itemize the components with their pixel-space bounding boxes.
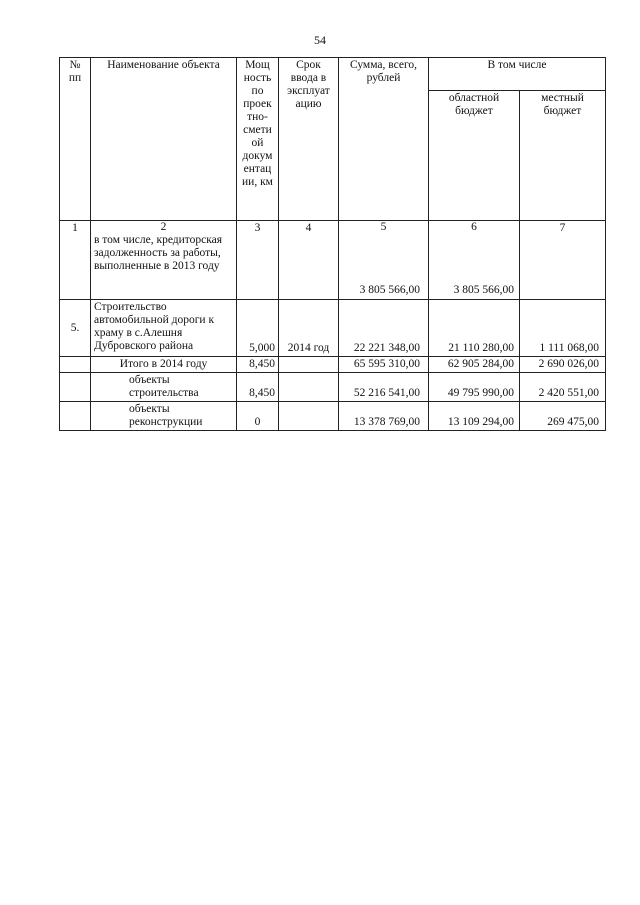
reconstruction-name: объекты реконструкции [91, 402, 237, 431]
row-5-local: 1 111 068,00 [520, 300, 606, 357]
row-5-no: 5. [60, 300, 91, 357]
header-sum: Сумма, всего, рублей [339, 58, 429, 221]
reconstruction-regional: 13 109 294,00 [429, 402, 520, 431]
col-number-2: 2 [160, 221, 167, 233]
col-number-7: 7 [520, 221, 606, 300]
row-debt-regional-cell [429, 221, 520, 300]
header-term: Срок ввода в эксплуат ацию [279, 58, 339, 221]
construction-capacity: 8,450 [237, 373, 279, 402]
row-5-name: Строительство автомобильной дороги к храму в с.Алешня Дубровского района [91, 300, 237, 357]
construction-regional: 49 795 990,00 [429, 373, 520, 402]
reconstruction-capacity: 0 [237, 402, 279, 431]
row-debt-regional: 3 805 566,00 [453, 284, 514, 296]
row-5-capacity: 5,000 [237, 300, 279, 357]
col-number-6: 6 [471, 221, 477, 233]
total-2014-capacity: 8,450 [237, 357, 279, 373]
col-number-5: 5 [380, 221, 387, 233]
total-2014-regional: 62 905 284,00 [429, 357, 520, 373]
row-5-sum: 22 221 348,00 [339, 300, 429, 357]
header-no: № пп [60, 58, 91, 221]
header-name: Наименование объекта [91, 58, 237, 221]
construction-name: объекты строительства [91, 373, 237, 402]
table-row-reconstruction [60, 402, 606, 431]
budget-table [59, 57, 606, 431]
reconstruction-local: 269 475,00 [520, 402, 606, 431]
row-5-term: 2014 год [279, 300, 339, 357]
row-debt-sum: 3 805 566,00 [359, 284, 420, 296]
row-debt-name: в том числе, кредиторская задолженность за работы, выполненные в 2013 году [94, 234, 223, 272]
header-capacity: Мощ ность по проек тно- смети ой докум ентац ии, км [237, 58, 279, 221]
construction-local: 2 420 551,00 [520, 373, 606, 402]
table-row-5 [60, 300, 606, 357]
column-number-row [60, 221, 606, 300]
table-row-total-2014 [60, 357, 606, 373]
total-2014-sum: 65 595 310,00 [339, 357, 429, 373]
construction-sum: 52 216 541,00 [339, 373, 429, 402]
col-number-3: 3 [237, 221, 279, 300]
row-debt-sum-cell [339, 221, 429, 300]
total-2014-local: 2 690 026,00 [520, 357, 606, 373]
total-2014-name: Итого в 2014 году [91, 357, 237, 373]
reconstruction-sum: 13 378 769,00 [339, 402, 429, 431]
header-row [60, 58, 606, 91]
page-number: 54 [314, 33, 326, 47]
header-including: В том числе [429, 58, 606, 91]
table-row-construction [60, 373, 606, 402]
header-local: местный бюджет [520, 91, 606, 221]
col-number-4: 4 [279, 221, 339, 300]
row-debt-name-cell [91, 221, 237, 300]
header-regional: областной бюджет [429, 91, 520, 221]
row-5-regional: 21 110 280,00 [429, 300, 520, 357]
col-number-1: 1 [60, 221, 91, 300]
